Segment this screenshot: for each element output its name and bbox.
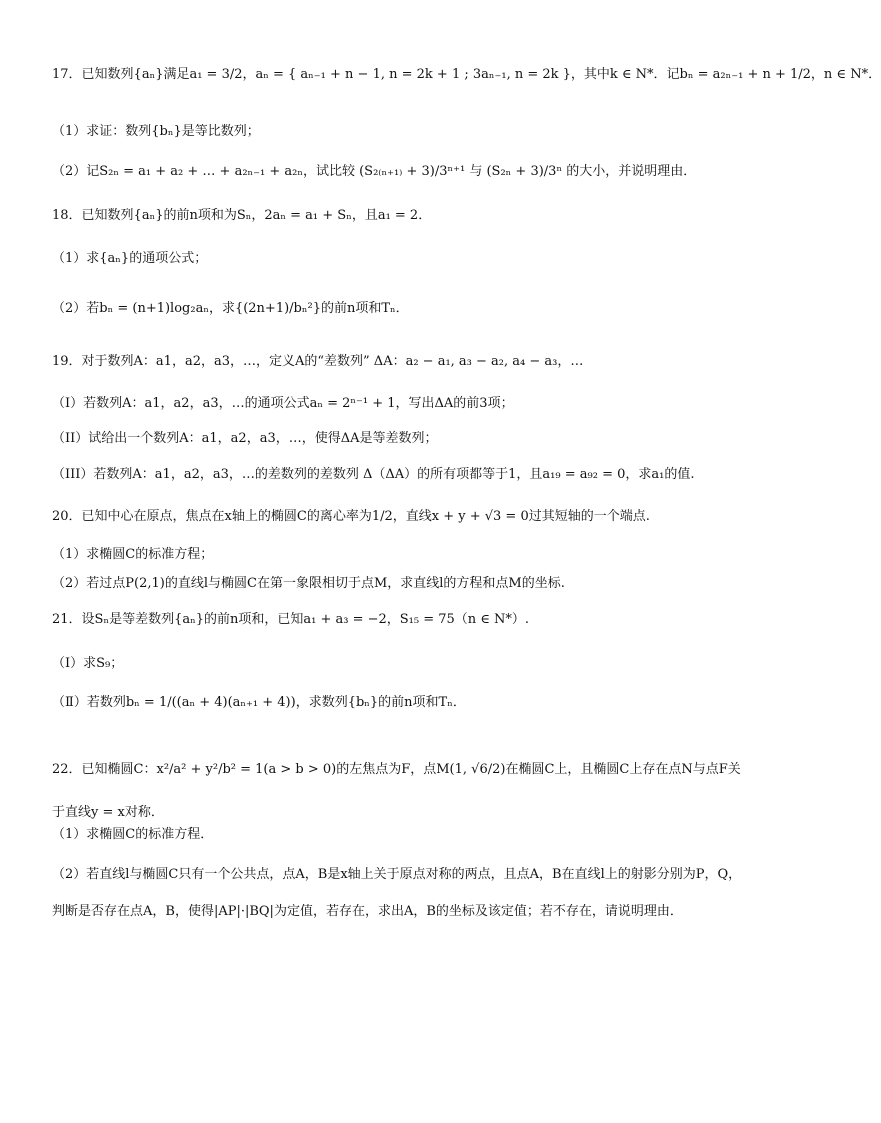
problem-22-part-1: （1）求椭圆C的标准方程． xyxy=(52,827,214,842)
problem-19-title: 19．对于数列A：a1，a2，a3，…，定义A的“差数列” ΔA：a₂ − a₁, a₃ − a₂, a₄ − a₃，… xyxy=(52,354,584,369)
problem-22-title: 22．已知椭圆C：x²/a² + y²/b² = 1(a > b > 0)的左焦点为F，点M(1, √6/2)在椭圆C上，且椭圆C上存在点N与点F关于直线y = x对称． xyxy=(52,762,741,820)
problem-19-part-2: （II）试给出一个数列A：a1，a2，a3，…，使得ΔA是等差数列； xyxy=(52,431,438,446)
problem-21-part-2: （Ⅱ）若数列bₙ = 1/((aₙ + 4)(aₙ₊₁ + 4))，求数列{bₙ}的前n项和Tₙ． xyxy=(52,695,466,710)
problem-17-part-2: （2）记S₂ₙ = a₁ + a₂ + … + a₂ₙ₋₁ + a₂ₙ，试比较 (S₂₍ₙ₊₁₎ + 3)/3ⁿ⁺¹ 与 (S₂ₙ + 3)/3ⁿ 的大小，并说明理由． xyxy=(52,164,697,179)
problem-18-part-2: （2）若bₙ = (n+1)log₂aₙ，求{(2n+1)/bₙ²}的前n项和Tₙ． xyxy=(52,301,409,316)
problem-18-part-1: （1）求{aₙ}的通项公式； xyxy=(52,251,208,266)
problem-20-part-2: （2）若过点P(2,1)的直线l与椭圆C在第一象限相切于点M，求直线l的方程和点M的坐标. xyxy=(52,576,565,591)
problem-17-part-1: （1）求证：数列{bₙ}是等比数列； xyxy=(52,124,260,139)
problem-20-part-1: （1）求椭圆C的标准方程； xyxy=(52,547,214,562)
problem-21-part-1: （Ⅰ）求S₉； xyxy=(52,656,124,671)
problem-21-title: 21．设Sₙ是等差数列{aₙ}的前n项和，已知a₁ + a₃ = −2，S₁₅ = 75（n ∈ N*）. xyxy=(52,612,530,627)
problem-22-part-2: （2）若直线l与椭圆C只有一个公共点，点A，B是x轴上关于原点对称的两点，且点A，B在直线l上的射影分别为P，Q，判断是否存在点A，B，使得|AP|·|BQ|为定值，若存在，求出A，B的坐标及该定值；若不存在，请说明理由． xyxy=(52,867,742,919)
problem-17-title: 17．已知数列{aₙ}满足a₁ = 3/2，aₙ = { aₙ₋₁ + n − 1, n = 2k + 1 ; 3aₙ₋₁, n = 2k }，其中k ∈ N*．记bₙ = a₂ₙ₋₁ + n + 1/2，n ∈ N*． xyxy=(52,67,881,82)
problem-20-title: 20．已知中心在原点，焦点在x轴上的椭圆C的离心率为1/2，直线x + y + √3 = 0过其短轴的一个端点. xyxy=(52,509,650,524)
problem-19-part-1: （I）若数列A：a1，a2，a3，…的通项公式aₙ = 2ⁿ⁻¹ + 1，写出ΔA的前3项； xyxy=(52,396,514,411)
problem-19-part-3: （III）若数列A：a1，a2，a3，…的差数列的差数列 Δ（ΔA）的所有项都等于1，且a₁₉ = a₉₂ = 0，求a₁的值. xyxy=(52,467,695,482)
problem-18-title: 18．已知数列{aₙ}的前n项和为Sₙ，2aₙ = a₁ + Sₙ，且a₁ = 2． xyxy=(52,208,432,223)
